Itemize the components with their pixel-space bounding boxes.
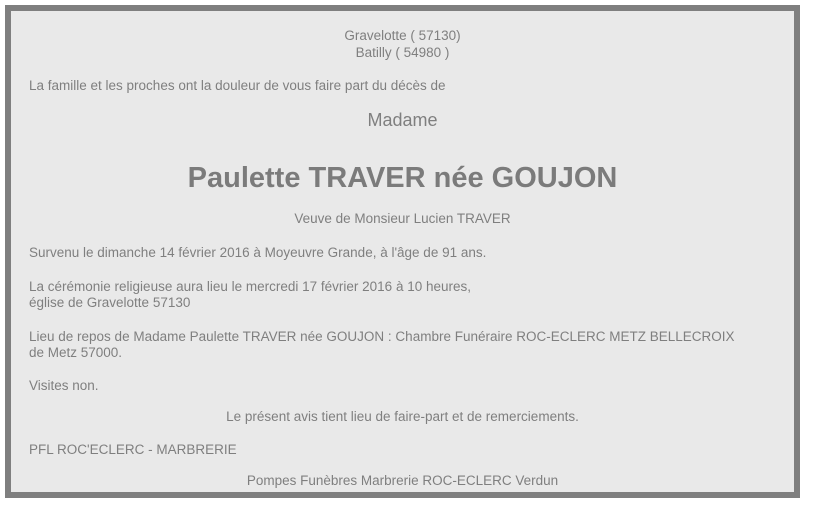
relation-text: Veuve de Monsieur Lucien TRAVER [294, 210, 511, 226]
location-line-2: Batilly ( 54980 ) [355, 44, 450, 60]
ceremony-line-2: église de Gravelotte 57130 [29, 295, 191, 310]
location-line-1: Gravelotte ( 57130) [344, 28, 461, 43]
closing-text: Le présent avis tient lieu de faire-part et de remerciements. [226, 409, 579, 424]
repose-line-2: de Metz 57000. [29, 345, 123, 360]
footer-text: Pompes Funèbres Marbrerie ROC-ECLERC Verdun [246, 473, 559, 488]
ceremony-info [29, 279, 776, 312]
honorific: Madame [367, 109, 438, 130]
intro-text: La famille et les proches ont la douleur de vous faire part du décès de [29, 78, 446, 93]
funeral-home-name: PFL ROC'ECLERC - MARBRERIE [29, 441, 237, 457]
deceased-name: Paulette TRAVER née GOUJON [187, 161, 618, 194]
visits-text: Visites non. [29, 377, 99, 393]
death-notice-frame [5, 5, 800, 498]
death-announcement: Survenu le dimanche 14 février 2016 à Moyeuvre Grande, à l'âge de 91 ans. [29, 245, 487, 260]
location-lines [29, 28, 776, 61]
repose-line-1: Lieu de repos de Madame Paulette TRAVER née GOUJON : Chambre Funéraire ROC-ECLERC METZ BELLECROIX [29, 328, 735, 344]
repose-info [29, 329, 776, 362]
ceremony-line-1: La cérémonie religieuse aura lieu le mercredi 17 février 2016 à 10 heures, [29, 278, 471, 294]
death-notice-content [11, 11, 794, 498]
